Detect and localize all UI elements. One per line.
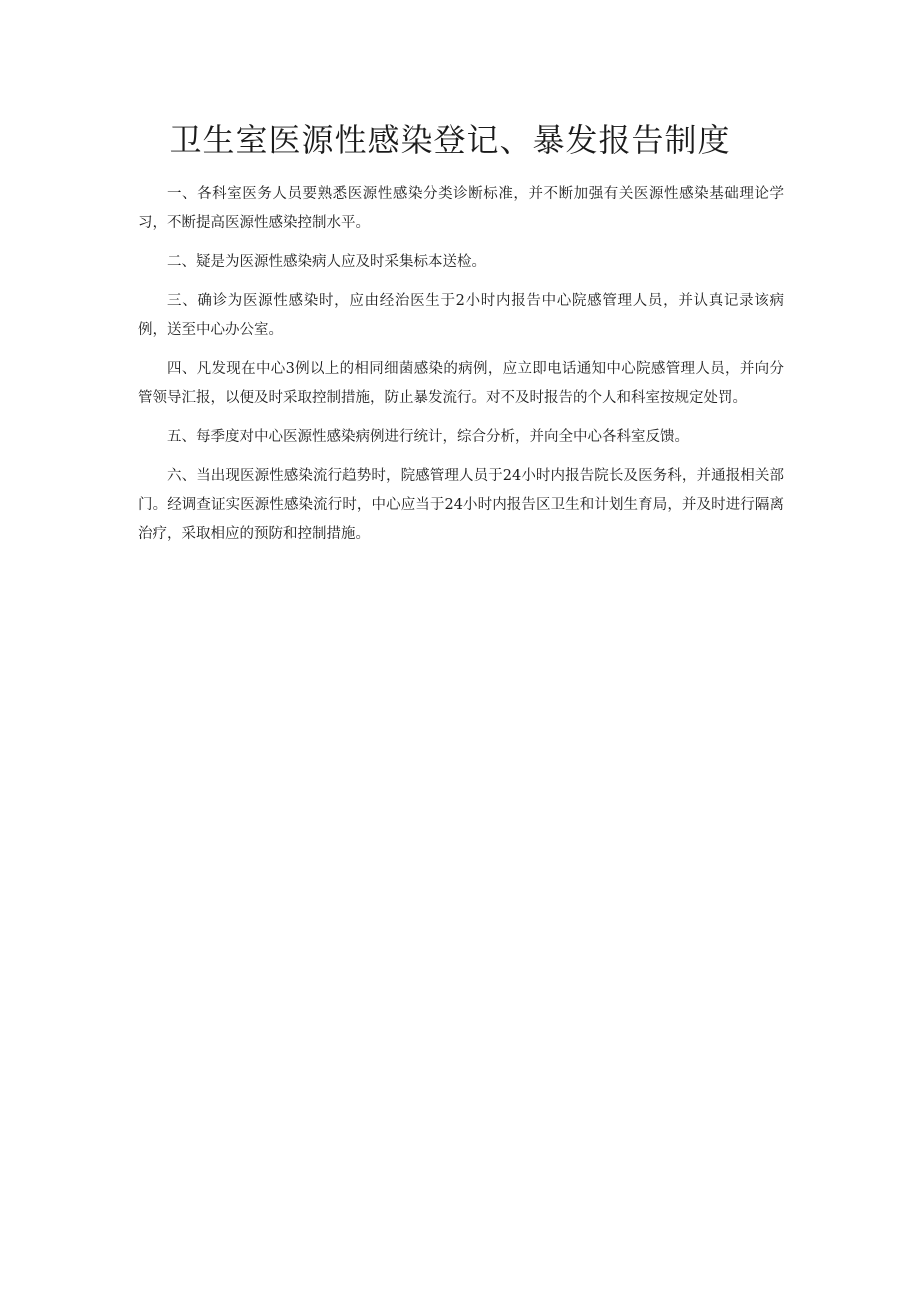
paragraph-5: 五、每季度对中心医源性感染病例进行统计，综合分析，并向全中心各科室反馈。 bbox=[167, 429, 689, 445]
paragraph-4: 四、凡发现在中心3例以上的相同细菌感染的病例，应立即电话通知中心院感管理人员，并向分管领导汇报，以便及时采取控制措施，防止暴发流行。对不及时报告的个人和科室按规定处罚。 bbox=[138, 361, 784, 406]
document-body bbox=[138, 180, 784, 559]
paragraph-3: 三、确诊为医源性感染时，应由经治医生于2小时内报告中心院感管理人员，并认真记录该病例，送至中心办公室。 bbox=[138, 293, 784, 338]
document-title: 卫生室医源性感染登记、暴发报告制度 bbox=[169, 121, 731, 159]
paragraph-6: 六、当出现医源性感染流行趋势时，院感管理人员于24小时内报告院长及医务科，并通报相关部门。经调查证实医源性感染流行时，中心应当于24小时内报告区卫生和计划生育局，并及时进行隔离治疗，采取相应的预防和控制措施。 bbox=[138, 468, 784, 542]
paragraph-2: 二、疑是为医源性感染病人应及时采集标本送检。 bbox=[167, 254, 486, 270]
paragraph-1: 一、各科室医务人员要熟悉医源性感染分类诊断标准，并不断加强有关医源性感染基础理论学习，不断提高医源性感染控制水平。 bbox=[138, 186, 784, 231]
